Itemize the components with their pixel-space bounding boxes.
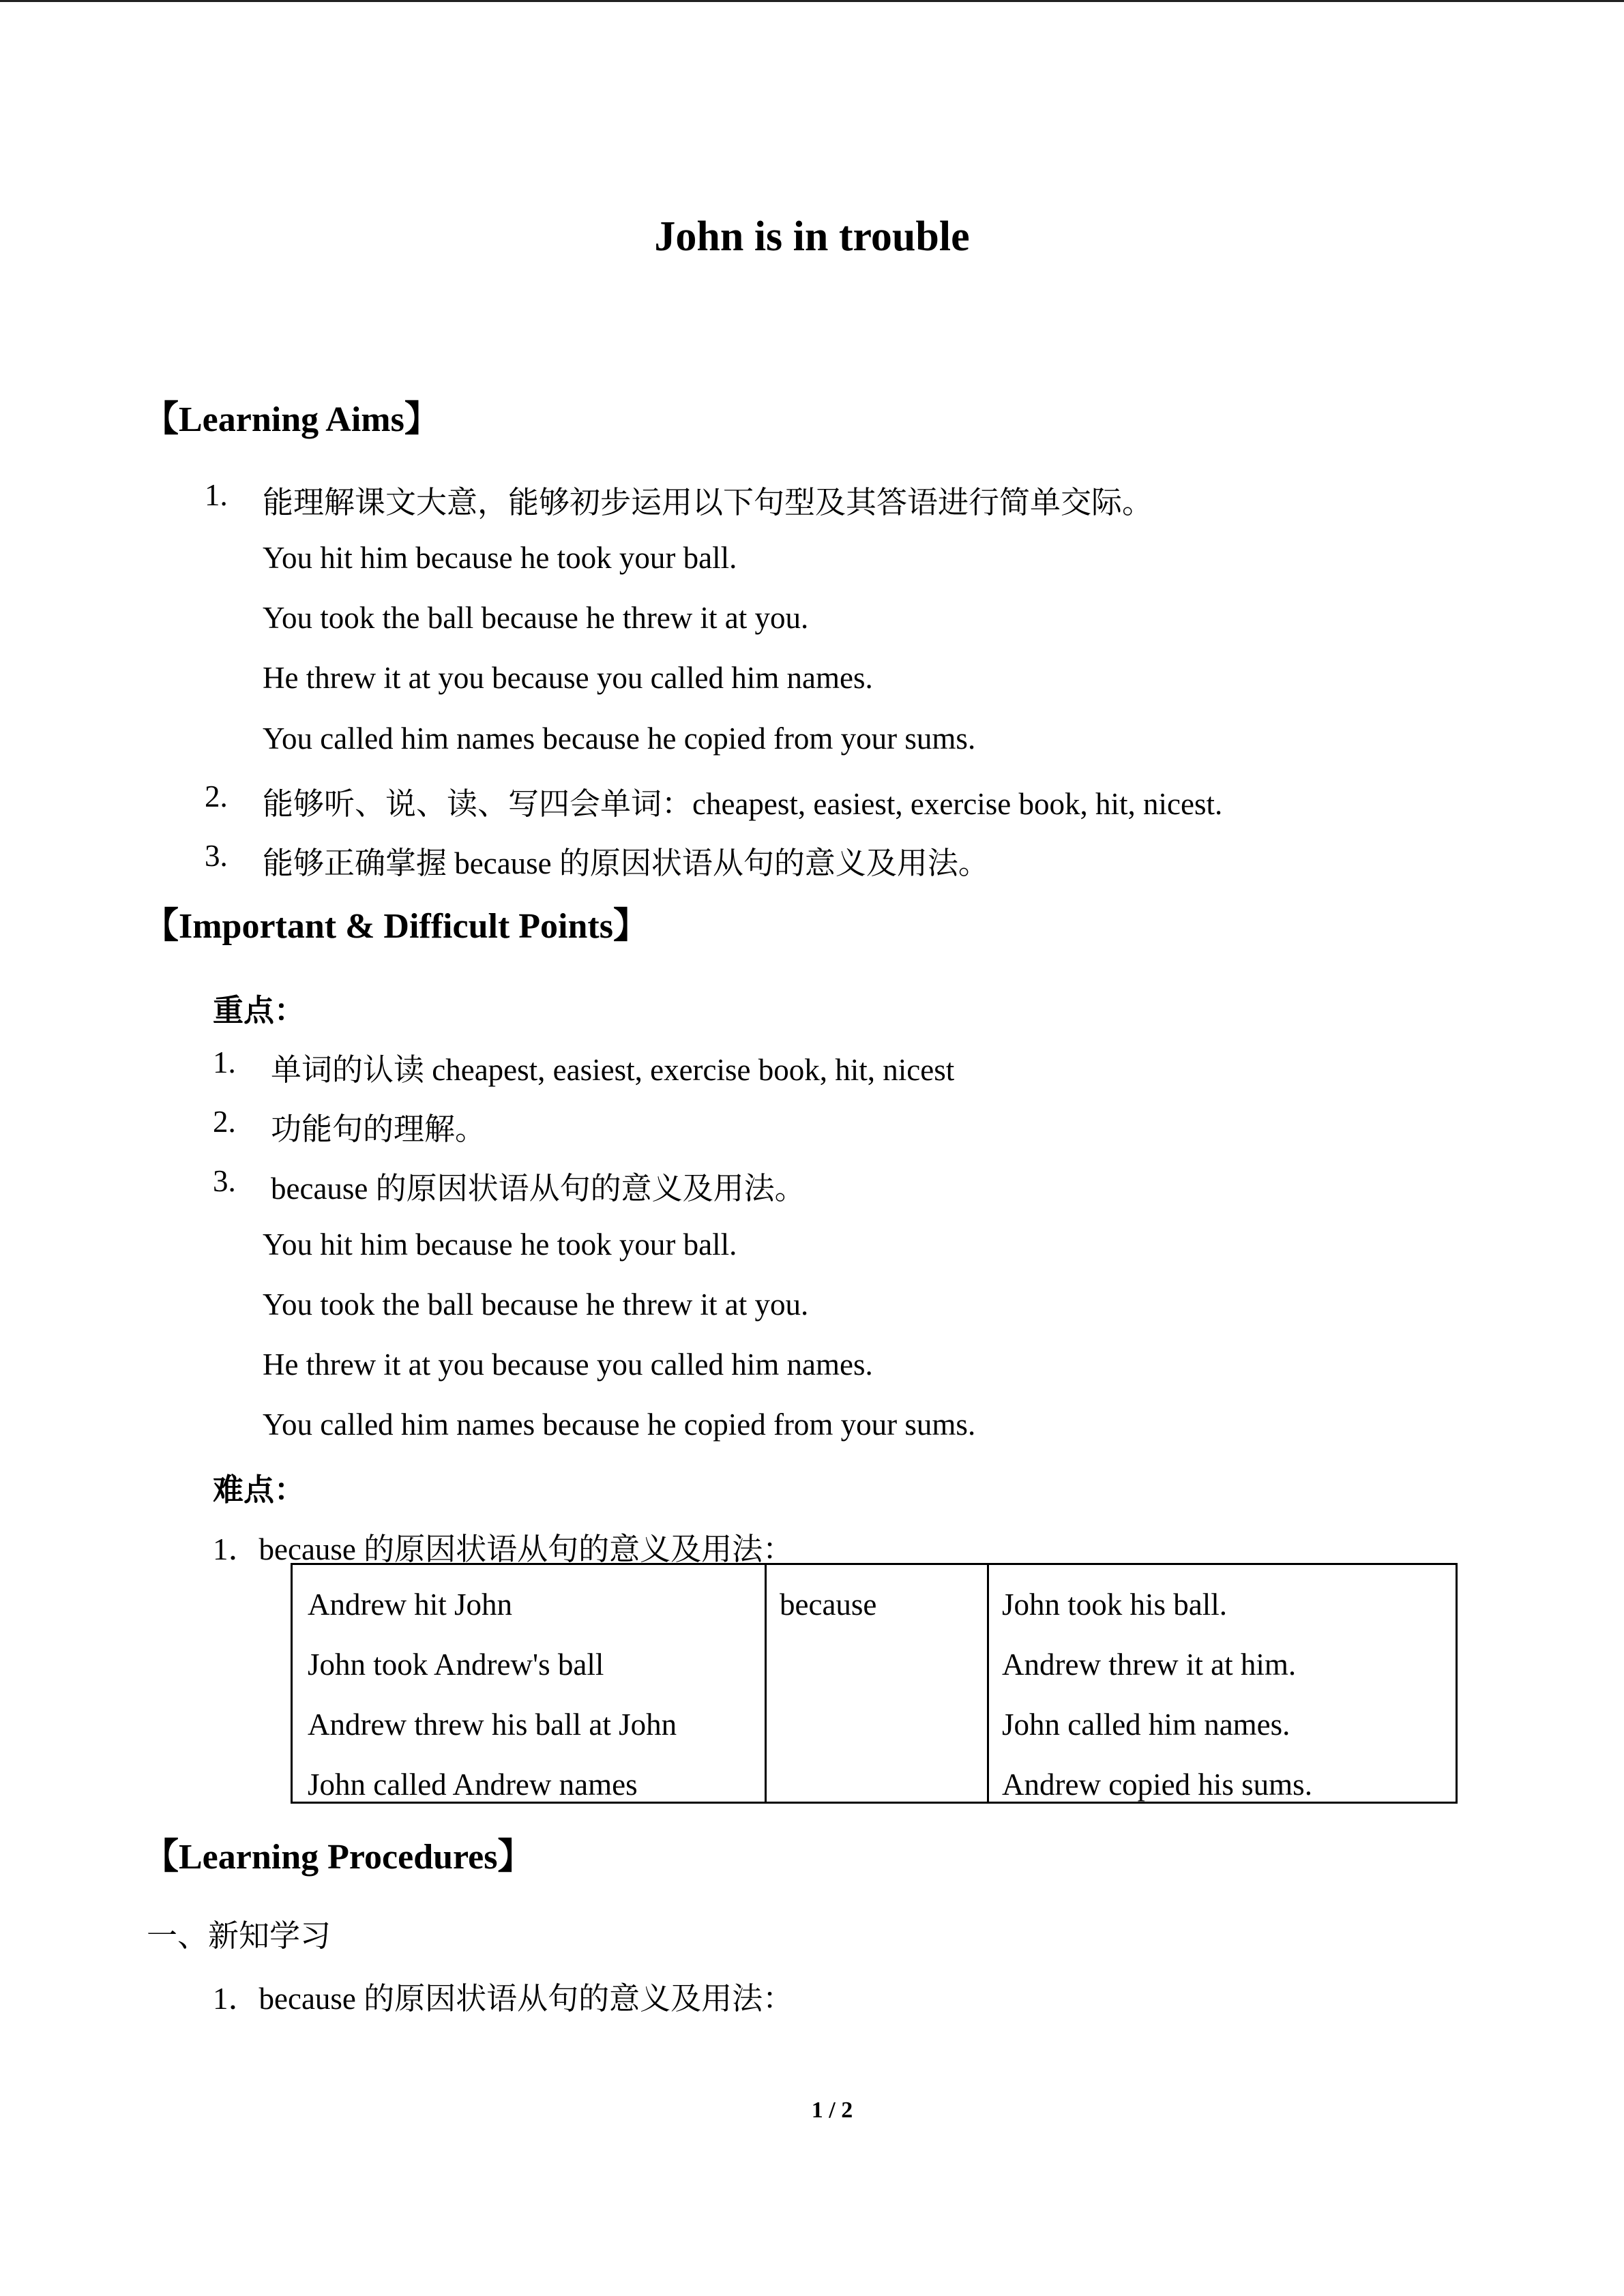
aims-item3-number: 3. [205, 839, 228, 873]
table-cell: John called Andrew names [308, 1768, 638, 1802]
table-column-connector [765, 1565, 989, 1802]
aims-sentence: You took the ball because he threw it at you. [263, 601, 809, 635]
heading-learning-procedures: 【Learning Procedures】 [143, 1838, 533, 1877]
table-cell: Andrew hit John [308, 1587, 512, 1622]
table-cell: Andrew threw his ball at John [308, 1708, 677, 1742]
key-sentence: You hit him because he took your ball. [263, 1227, 737, 1262]
table-cell: John called him names. [1002, 1708, 1290, 1742]
table-cell: Andrew threw it at him. [1002, 1648, 1297, 1682]
procedures-subheading: 一、新知学习 [147, 1919, 331, 1953]
difficult-points-label: 难点： [213, 1473, 306, 1507]
key-item3-number: 3. [213, 1164, 236, 1198]
table-cell: John took Andrew's ball [308, 1648, 604, 1682]
heading-important-points: 【Important & Difficult Points】 [143, 907, 649, 946]
key-sentence: He threw it at you because you called him names. [263, 1347, 873, 1382]
aims-sentence: He threw it at you because you called him names. [263, 661, 873, 695]
key-sentence: You called him names because he copied from your sums. [263, 1407, 976, 1442]
page-title: John is in trouble [654, 213, 970, 260]
table-column-reason [987, 1565, 1456, 1802]
aims-item1-text: 能理解课文大意，能够初步运用以下句型及其答语进行简单交际。 [263, 486, 1153, 520]
aims-item2-number: 2. [205, 779, 228, 814]
table-cell: John took his ball. [1002, 1587, 1228, 1622]
key-item1-number: 1. [213, 1045, 236, 1079]
table-column-cause [293, 1565, 767, 1802]
key-sentence: You took the ball because he threw it at you. [263, 1287, 809, 1322]
key-item2-text: 功能句的理解。 [271, 1112, 486, 1146]
aims-item2-text: 能够听、说、读、写四会单词：cheapest, easiest, exercise book, hit, nicest. [263, 787, 1223, 821]
aims-sentence: You hit him because he took your ball. [263, 541, 737, 575]
table-cell: Andrew copied his sums. [1002, 1768, 1312, 1802]
procedures-item1: 1．because 的原因状语从句的意义及用法： [213, 1982, 794, 2016]
key-points-label: 重点： [213, 994, 306, 1028]
key-item2-number: 2. [213, 1105, 236, 1139]
aims-item1-number: 1. [205, 478, 228, 512]
aims-item3-text: 能够正确掌握 because 的原因状语从句的意义及用法。 [263, 846, 989, 880]
key-item3-text: because 的原因状语从句的意义及用法。 [271, 1172, 806, 1206]
key-item1-text: 单词的认读 cheapest, easiest, exercise book, hit, nicest [271, 1053, 955, 1087]
heading-learning-aims: 【Learning Aims】 [143, 400, 440, 439]
page-number: 1 / 2 [811, 2098, 853, 2123]
top-border [0, 0, 1624, 2]
difficult-item1: 1．because 的原因状语从句的意义及用法： [213, 1532, 794, 1566]
aims-sentence: You called him names because he copied from your sums. [263, 721, 976, 756]
because-table [291, 1563, 1458, 1804]
table-cell: because [780, 1587, 877, 1622]
